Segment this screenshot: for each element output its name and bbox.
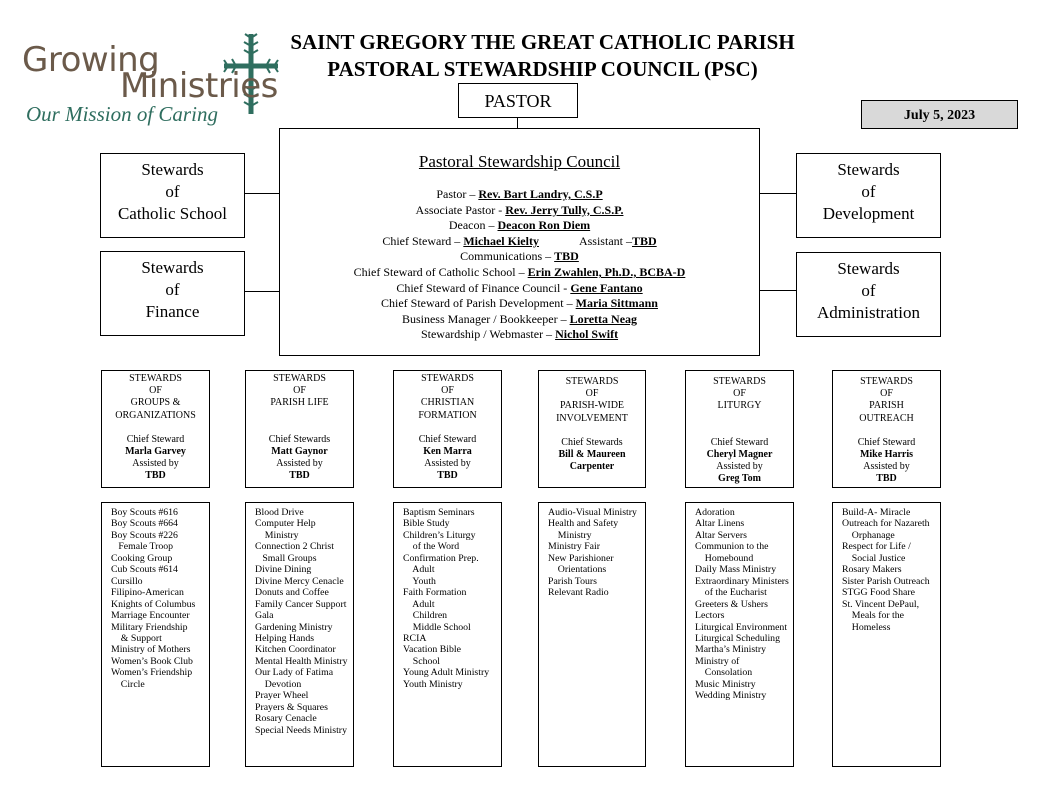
ministry-item: Bible Study	[403, 518, 450, 530]
logo-word-ministries: Ministries	[120, 66, 278, 106]
ministry-item: Vacation Bible	[403, 644, 461, 656]
connector-finance	[245, 291, 279, 292]
council-role: Chief Steward –	[382, 233, 464, 248]
ministry-item: Rosary Cenacle	[255, 713, 317, 725]
ministry-item: Liturgical Environment	[695, 621, 788, 633]
council-role: Chief Steward of Finance Council -	[396, 280, 571, 295]
council-role: Business Manager / Bookkeeper –	[401, 311, 570, 326]
ministry-list-groups	[101, 502, 210, 767]
ministry-item: RCIA	[403, 632, 427, 644]
ministry-item: Small Groups	[255, 552, 317, 564]
side-box-line: Stewards	[141, 258, 204, 277]
ministry-item: Audio-Visual Ministry	[548, 507, 637, 518]
ministry-list-parish-life	[245, 502, 354, 767]
chief-name: Cheryl Magner	[706, 448, 773, 460]
ministry-item: Altar Servers	[695, 529, 747, 541]
council-members	[280, 187, 759, 343]
side-box-line: of	[861, 281, 876, 300]
pastor-box	[458, 83, 578, 118]
ministry-item: Blood Drive	[255, 507, 304, 518]
ministry-item: Cursillo	[111, 575, 143, 587]
steward-title-line: FORMATION	[418, 409, 477, 421]
ministry-item: Women’s Book Club	[111, 655, 193, 667]
steward-title-line: STEWARDS	[129, 373, 182, 384]
page-title-line2: PASTORAL STEWARDSHIP COUNCIL (PSC)	[327, 57, 758, 81]
steward-title-line: PARISH	[869, 400, 904, 412]
ministry-item: Boy Scouts #616	[111, 507, 178, 518]
council-role: Assistant –	[578, 233, 632, 248]
ministry-item: Adult	[403, 564, 435, 576]
ministry-item: Extraordinary Ministers	[695, 575, 789, 587]
chief-label: Chief Stewards	[561, 436, 623, 448]
ministry-item: Ministry Fair	[548, 541, 600, 553]
council-line	[280, 187, 759, 203]
connector-catholic-school	[245, 193, 279, 194]
steward-title-line: OF	[880, 388, 893, 400]
steward-title-line: STEWARDS	[273, 373, 326, 384]
ministry-item: Donuts and Coffee	[255, 587, 329, 599]
ministry-item: Rosary Makers	[842, 564, 902, 576]
steward-title-line: PARISH-WIDE	[559, 400, 625, 412]
ministry-item: Liturgical Scheduling	[695, 632, 780, 644]
ministry-item: Youth Ministry	[403, 678, 463, 690]
ministry-item: Female Troop	[111, 541, 174, 553]
ministry-item: Communion to the	[695, 541, 769, 553]
steward-title-line: PARISH LIFE	[270, 397, 329, 409]
stewards-parish-wide-box	[538, 370, 646, 488]
council-member-name: Rev. Jerry Tully, C.S.P.	[505, 202, 624, 217]
council-line	[280, 281, 759, 297]
council-role: Associate Pastor -	[415, 202, 506, 217]
council-member-name: Michael Kielty	[463, 233, 539, 248]
ministry-item: Baptism Seminars	[403, 507, 475, 518]
ministry-item: Circle	[111, 678, 145, 690]
ministry-item: of the Eucharist	[695, 587, 767, 599]
side-box-line: of	[861, 182, 876, 201]
ministry-item: Kitchen Coordinator	[255, 644, 336, 656]
chief-label: Chief Stewards	[268, 433, 331, 445]
steward-title-line: OF	[149, 385, 162, 397]
council-box	[279, 128, 760, 356]
chief-label: Chief Steward	[857, 436, 916, 448]
ministry-item: Children	[403, 610, 448, 622]
steward-title-line: OF	[441, 385, 454, 397]
ministry-item: Ministry of	[695, 655, 740, 667]
chief-name: Matt Gaynor	[271, 445, 328, 457]
ministry-item: Divine Dining	[255, 564, 312, 576]
steward-title-line: OUTREACH	[859, 412, 914, 424]
council-member-name: Deacon Ron Diem	[497, 218, 591, 233]
assistant-name: TBD	[876, 473, 897, 485]
council-member-name: Maria Sittmann	[575, 296, 658, 311]
side-box-line: Development	[822, 204, 915, 223]
steward-title-line: STEWARDS	[565, 376, 619, 387]
ministry-item: Social Justice	[842, 552, 906, 564]
ministry-list-outreach	[832, 502, 941, 767]
ministry-item: Middle School	[403, 621, 471, 633]
ministry-item: Young Adult Ministry	[403, 667, 490, 679]
steward-title-line: ORGANIZATIONS	[115, 409, 196, 421]
council-role: Stewardship / Webmaster –	[420, 327, 556, 342]
council-title: Pastoral Stewardship Council	[418, 152, 621, 171]
ministry-item: Children’s Liturgy	[403, 529, 476, 541]
stewards-administration-box	[796, 252, 941, 337]
stewards-liturgy-box	[685, 370, 794, 488]
chief-name: Ken Marra	[423, 446, 472, 458]
council-member-name: TBD	[631, 233, 657, 248]
ministry-item: Wedding Ministry	[695, 690, 767, 702]
ministry-item: Gala	[255, 610, 274, 622]
council-line	[280, 234, 759, 250]
ministry-item: Ministry	[548, 529, 592, 541]
chief-label: Chief Steward	[126, 433, 185, 445]
stewards-development-box	[796, 153, 941, 238]
side-box-line: Stewards	[141, 160, 204, 179]
assistant-name: TBD	[437, 470, 458, 482]
stewards-finance-box	[100, 251, 245, 336]
assistant-name: TBD	[289, 470, 310, 482]
ministry-item: Gardening Ministry	[255, 621, 333, 633]
steward-title-line: CHRISTIAN	[420, 397, 475, 409]
council-line	[280, 249, 759, 265]
assisted-label: Assisted by	[276, 458, 323, 470]
ministry-item: Consolation	[695, 667, 753, 679]
stewards-outreach-box	[832, 370, 941, 488]
ministry-item: Family Cancer Support	[255, 598, 347, 610]
assisted-label: Assisted by	[132, 458, 179, 470]
council-line	[280, 203, 759, 219]
ministry-item: Greeters & Ushers	[695, 598, 768, 610]
ministry-item: Adult	[403, 598, 435, 610]
ministry-item: Lectors	[695, 610, 725, 622]
ministry-item: Altar Linens	[695, 518, 745, 530]
ministry-item: Ministry of Mothers	[111, 644, 191, 656]
ministry-item: Parish Tours	[548, 575, 597, 587]
ministry-item: Daily Mass Ministry	[695, 564, 777, 576]
assisted-label: Assisted by	[716, 461, 763, 473]
ministry-item: STGG Food Share	[842, 587, 915, 599]
council-role: Pastor –	[436, 187, 479, 201]
steward-title-line: STEWARDS	[421, 373, 474, 384]
ministry-item: Computer Help	[255, 518, 316, 530]
ministry-item: Youth	[403, 575, 436, 587]
chief-name: Bill & Maureen	[558, 449, 626, 461]
council-line	[280, 312, 759, 328]
logo-tagline: Our Mission of Caring	[26, 102, 218, 126]
assistant-name: Greg Tom	[718, 473, 761, 485]
ministry-list-parish-wide	[538, 502, 646, 767]
ministry-item: Knights of Columbus	[111, 598, 196, 610]
stewards-christian-formation-box	[393, 370, 502, 488]
steward-title-line: OF	[293, 385, 306, 397]
connector-development	[760, 193, 796, 194]
stewards-groups-box	[101, 370, 210, 488]
ministry-item: Outreach for Nazareth	[842, 518, 930, 530]
ministry-item: Sister Parish Outreach	[842, 575, 930, 587]
ministry-item: Cooking Group	[111, 552, 173, 564]
page-title-line1: SAINT GREGORY THE GREAT CATHOLIC PARISH	[290, 30, 795, 54]
council-member-name: Loretta Neag	[569, 311, 638, 326]
council-role: Deacon –	[448, 218, 498, 233]
side-box-line: Stewards	[837, 259, 900, 278]
council-role: Chief Steward of Catholic School –	[353, 264, 528, 279]
ministry-list-liturgy	[685, 502, 794, 767]
ministry-item: Cub Scouts #614	[111, 564, 178, 576]
ministry-item: Orientations	[548, 564, 607, 576]
council-member-name: Erin Zwahlen, Ph.D., BCBA-D	[527, 264, 686, 279]
ministry-item: Mental Health Ministry	[255, 655, 348, 667]
ministry-item: School	[403, 655, 441, 667]
council-line	[280, 218, 759, 234]
ministry-item: Military Friendship	[111, 621, 188, 633]
steward-title-line: STEWARDS	[860, 376, 913, 387]
assisted-label: Assisted by	[863, 461, 910, 473]
council-line	[280, 265, 759, 281]
chief-name: Marla Garvey	[125, 446, 186, 458]
ministry-item: Martha’s Ministry	[695, 644, 767, 656]
logo-word-growing: Growing	[22, 40, 160, 80]
ministry-item: Our Lady of Fatima	[255, 667, 334, 679]
assistant-name: TBD	[145, 470, 166, 482]
side-box-line: Finance	[145, 302, 200, 321]
ministry-item: Faith Formation	[403, 587, 467, 599]
ministry-item: Health and Safety	[548, 518, 619, 530]
ministry-item: Filipino-American	[111, 587, 184, 599]
stewards-parish-life-box	[245, 370, 354, 488]
ministry-item: of the Word	[403, 541, 460, 553]
ministry-item: & Support	[111, 632, 162, 644]
side-box-line: Administration	[817, 303, 920, 322]
chief-label: Chief Steward	[710, 436, 769, 448]
parish-logo	[22, 42, 332, 132]
ministry-item: Devotion	[255, 678, 302, 690]
council-member-name: TBD	[554, 249, 579, 264]
ministry-item: Special Needs Ministry	[255, 724, 347, 736]
steward-title-line: GROUPS &	[130, 397, 181, 409]
ministry-item: Connection 2 Christ	[255, 541, 334, 553]
ministry-item: Music Ministry	[695, 678, 756, 690]
council-member-name: Rev. Bart Landry, C.S.P	[478, 187, 603, 201]
side-box-line: Catholic School	[117, 204, 228, 223]
connector-administration	[760, 290, 796, 291]
council-member-name: Nichol Swift	[555, 327, 619, 342]
chief-label: Chief Steward	[418, 433, 477, 445]
steward-title-line: OF	[733, 388, 746, 400]
ministry-item: Respect for Life /	[842, 541, 911, 553]
chief-name: Mike Harris	[859, 449, 914, 461]
assisted-label: Assisted by	[424, 458, 471, 470]
chief-name: Carpenter	[569, 461, 615, 473]
steward-title-line: LITURGY	[717, 400, 762, 412]
connector-pastor-council	[517, 118, 518, 128]
side-box-line: of	[165, 280, 180, 299]
council-line	[280, 327, 759, 343]
ministry-item: Homebound	[695, 552, 754, 564]
ministry-item: Prayer Wheel	[255, 690, 309, 702]
ministry-item: St. Vincent DePaul,	[842, 598, 920, 610]
ministry-item: Build-A- Miracle	[842, 507, 911, 518]
ministry-item: Women’s Friendship	[111, 667, 193, 679]
council-role: Communications –	[460, 249, 555, 264]
ministry-item: Marriage Encounter	[111, 610, 190, 622]
side-box-line: of	[165, 182, 180, 201]
steward-title-line: INVOLVEMENT	[556, 412, 628, 424]
date-text: July 5, 2023	[903, 108, 976, 123]
ministry-item: Divine Mercy Cenacle	[255, 575, 344, 587]
stewards-catholic-school-box	[100, 153, 245, 238]
ministry-item: New Parishioner	[548, 552, 614, 564]
ministry-item: Homeless	[842, 621, 891, 633]
side-box-line: Stewards	[837, 160, 900, 179]
date-badge	[861, 100, 1018, 129]
steward-title-line: OF	[585, 388, 599, 400]
ministry-item: Meals for the	[842, 610, 905, 622]
council-role: Chief Steward of Parish Development –	[381, 296, 576, 311]
pastor-label: PASTOR	[484, 91, 552, 111]
ministry-item: Adoration	[695, 507, 735, 518]
ministry-item: Relevant Radio	[548, 587, 609, 599]
ministry-item: Helping Hands	[255, 632, 315, 644]
ministry-item: Ministry	[255, 529, 299, 541]
ministry-item: Prayers & Squares	[255, 701, 328, 713]
ministry-item: Orphanage	[842, 529, 895, 541]
steward-title-line: STEWARDS	[713, 376, 766, 387]
ministry-list-christian-formation	[393, 502, 502, 767]
council-line	[280, 296, 759, 312]
ministry-item: Confirmation Prep.	[403, 552, 479, 564]
ministry-item: Boy Scouts #226	[111, 529, 178, 541]
council-member-name: Gene Fantano	[570, 280, 643, 295]
ministry-item: Boy Scouts #664	[111, 518, 178, 530]
